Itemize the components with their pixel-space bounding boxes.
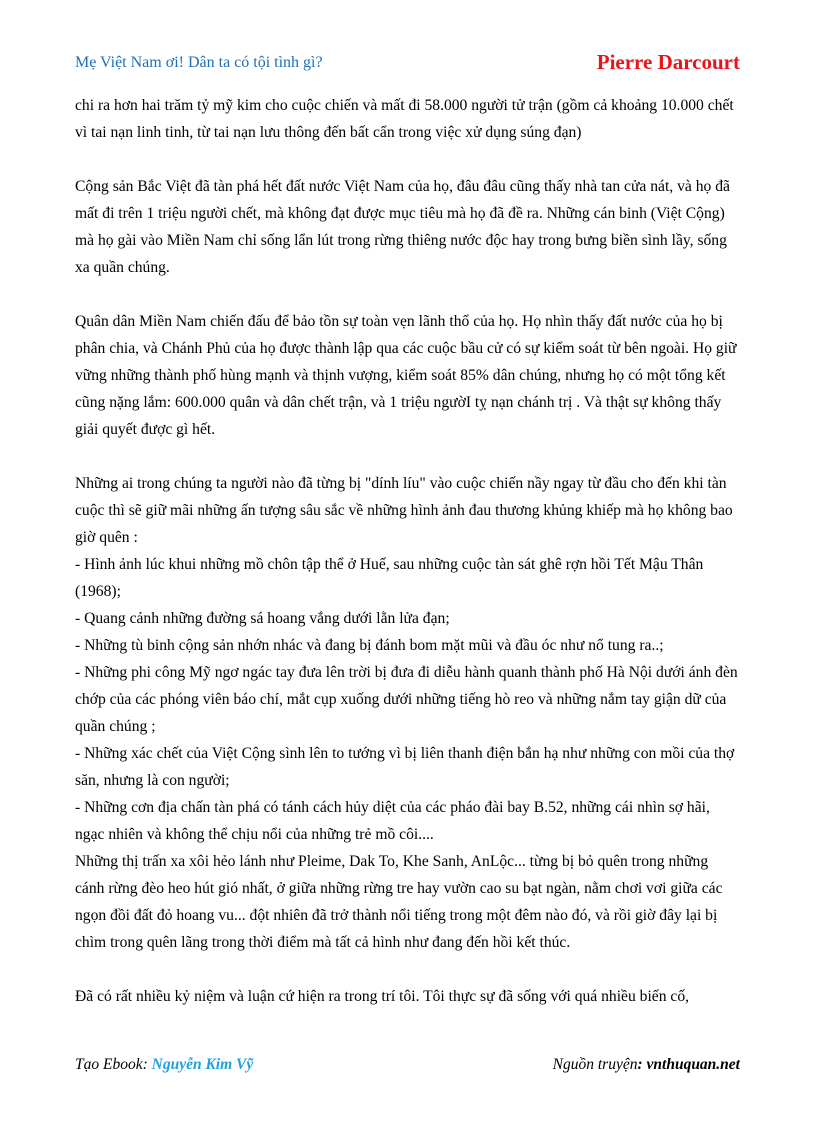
page-body bbox=[75, 92, 741, 1010]
book-title: Mẹ Việt Nam ơi! Dân ta có tội tình gì? bbox=[75, 54, 323, 71]
paragraph-1: chi ra hơn hai trăm tỷ mỹ kim cho cuộc chiến và mất đi 58.000 người tử trận (gồm cả khoảng 10.000 chết vì tai nạn linh tinh, từ tai nạn lưu thông đến bất cẩn trong việc xử dụng súng đạn) bbox=[75, 97, 734, 141]
list-item: - Những cơn địa chấn tàn phá có tánh cách hủy diệt của các pháo đài bay B.52, những cái nhìn sợ hãi, ngạc nhiên và không thể chịu nổi của những trẻ mồ côi.... bbox=[75, 799, 710, 843]
ebook-label: Tạo Ebook bbox=[75, 1056, 143, 1073]
paragraph-3: Quân dân Miền Nam chiến đấu để bảo tồn sự toàn vẹn lãnh thổ của họ. Họ nhìn thấy đất nước của họ bị phân chia, và Chánh Phủ của họ được thành lập qua các cuộc bầu cử có sự kiểm soát từ bên ngoài. Họ giữ vững những thành phố hùng mạnh và thịnh vượng, kiểm soát 85% dân chúng, nhưng họ có một tổng kết cũng nặng lắm: 600.000 quân và dân chết trận, và 1 triệu ngườI tỵ nạn chánh trị . Và thật sự không thấy giải quyết được gì hết. bbox=[75, 313, 737, 438]
list-item: - Quang cảnh những đường sá hoang vắng dưới lằn lửa đạn; bbox=[75, 610, 450, 627]
source-credit: Nguồn truyện: vnthuquan.net bbox=[552, 1056, 740, 1073]
list-item: - Những xác chết của Việt Cộng sình lên to tướng vì bị liên thanh điện bắn hạ như những con mồi của thợ săn, nhưng là con người; bbox=[75, 745, 735, 789]
ebook-credit: Tạo Ebook: Nguyễn Kim Vỹ bbox=[75, 1056, 254, 1073]
list-outro: Những thị trấn xa xôi hẻo lánh như Pleime, Dak To, Khe Sanh, AnLộc... từng bị bỏ quên trong những cánh rừng đèo heo hút gió nhất, ở giữa những rừng tre hay vườn cao su bạt ngàn, nằm chơi vơi giữa các ngọn đồi đất đỏ hoang vu... đột nhiên đã trở thành nổi tiếng trong một đêm nào đó, và rồi giờ đây lại bị chìm trong quên lãng trong thời điểm mà tất cả hình như đang đến hồi kết thúc. bbox=[75, 853, 723, 951]
paragraph-2: Cộng sản Bắc Việt đã tàn phá hết đất nước Việt Nam của họ, đâu đâu cũng thấy nhà tan cửa nát, và họ đã mất đi trên 1 triệu người chết, mà không đạt được mục tiêu mà họ đã đề ra. Những cán binh (Việt Cộng) mà họ gài vào Miền Nam chỉ sống lẩn lút trong rừng thiêng nước độc hay trong bưng biền sình lầy, sống xa quần chúng. bbox=[75, 178, 730, 276]
source-site: vnthuquan.net bbox=[646, 1056, 740, 1073]
page-footer bbox=[75, 1056, 740, 1076]
ebook-creator-name: Nguyễn Kim Vỹ bbox=[151, 1056, 254, 1073]
source-label: Nguồn truyện bbox=[552, 1056, 638, 1073]
list-item: - Những tù binh cộng sản nhớn nhác và đang bị đánh bom mặt mũi và đầu óc như nổ tung ra..; bbox=[75, 637, 664, 654]
list-item: - Hình ảnh lúc khui những mồ chôn tập thể ở Huế, sau những cuộc tàn sát ghê rợn hồi Tết Mậu Thân (1968); bbox=[75, 556, 704, 600]
page-header bbox=[75, 50, 740, 74]
book-author: Pierre Darcourt bbox=[596, 50, 740, 74]
closing-paragraph: Đã có rất nhiều kỷ niệm và luận cứ hiện ra trong trí tôi. Tôi thực sự đã sống với quá nhiều biến cố, bbox=[75, 988, 690, 1005]
list-item: - Những phi công Mỹ ngơ ngác tay đưa lên trời bị đưa đi diễu hành quanh thành phố Hà Nội dưới ánh đèn chớp của các phóng viên báo chí, mắt cụp xuống dưới những tiếng hò reo và những nắm tay giận dữ của quần chúng ; bbox=[75, 664, 738, 735]
list-intro: Những ai trong chúng ta người nào đã từng bị "dính líu" vào cuộc chiến nầy ngay từ đầu cho đến khi tàn cuộc thì sẽ giữ mãi những ấn tượng sâu sắc về những hình ảnh đau thương khủng khiếp mà họ không bao giờ quên : bbox=[75, 475, 733, 546]
